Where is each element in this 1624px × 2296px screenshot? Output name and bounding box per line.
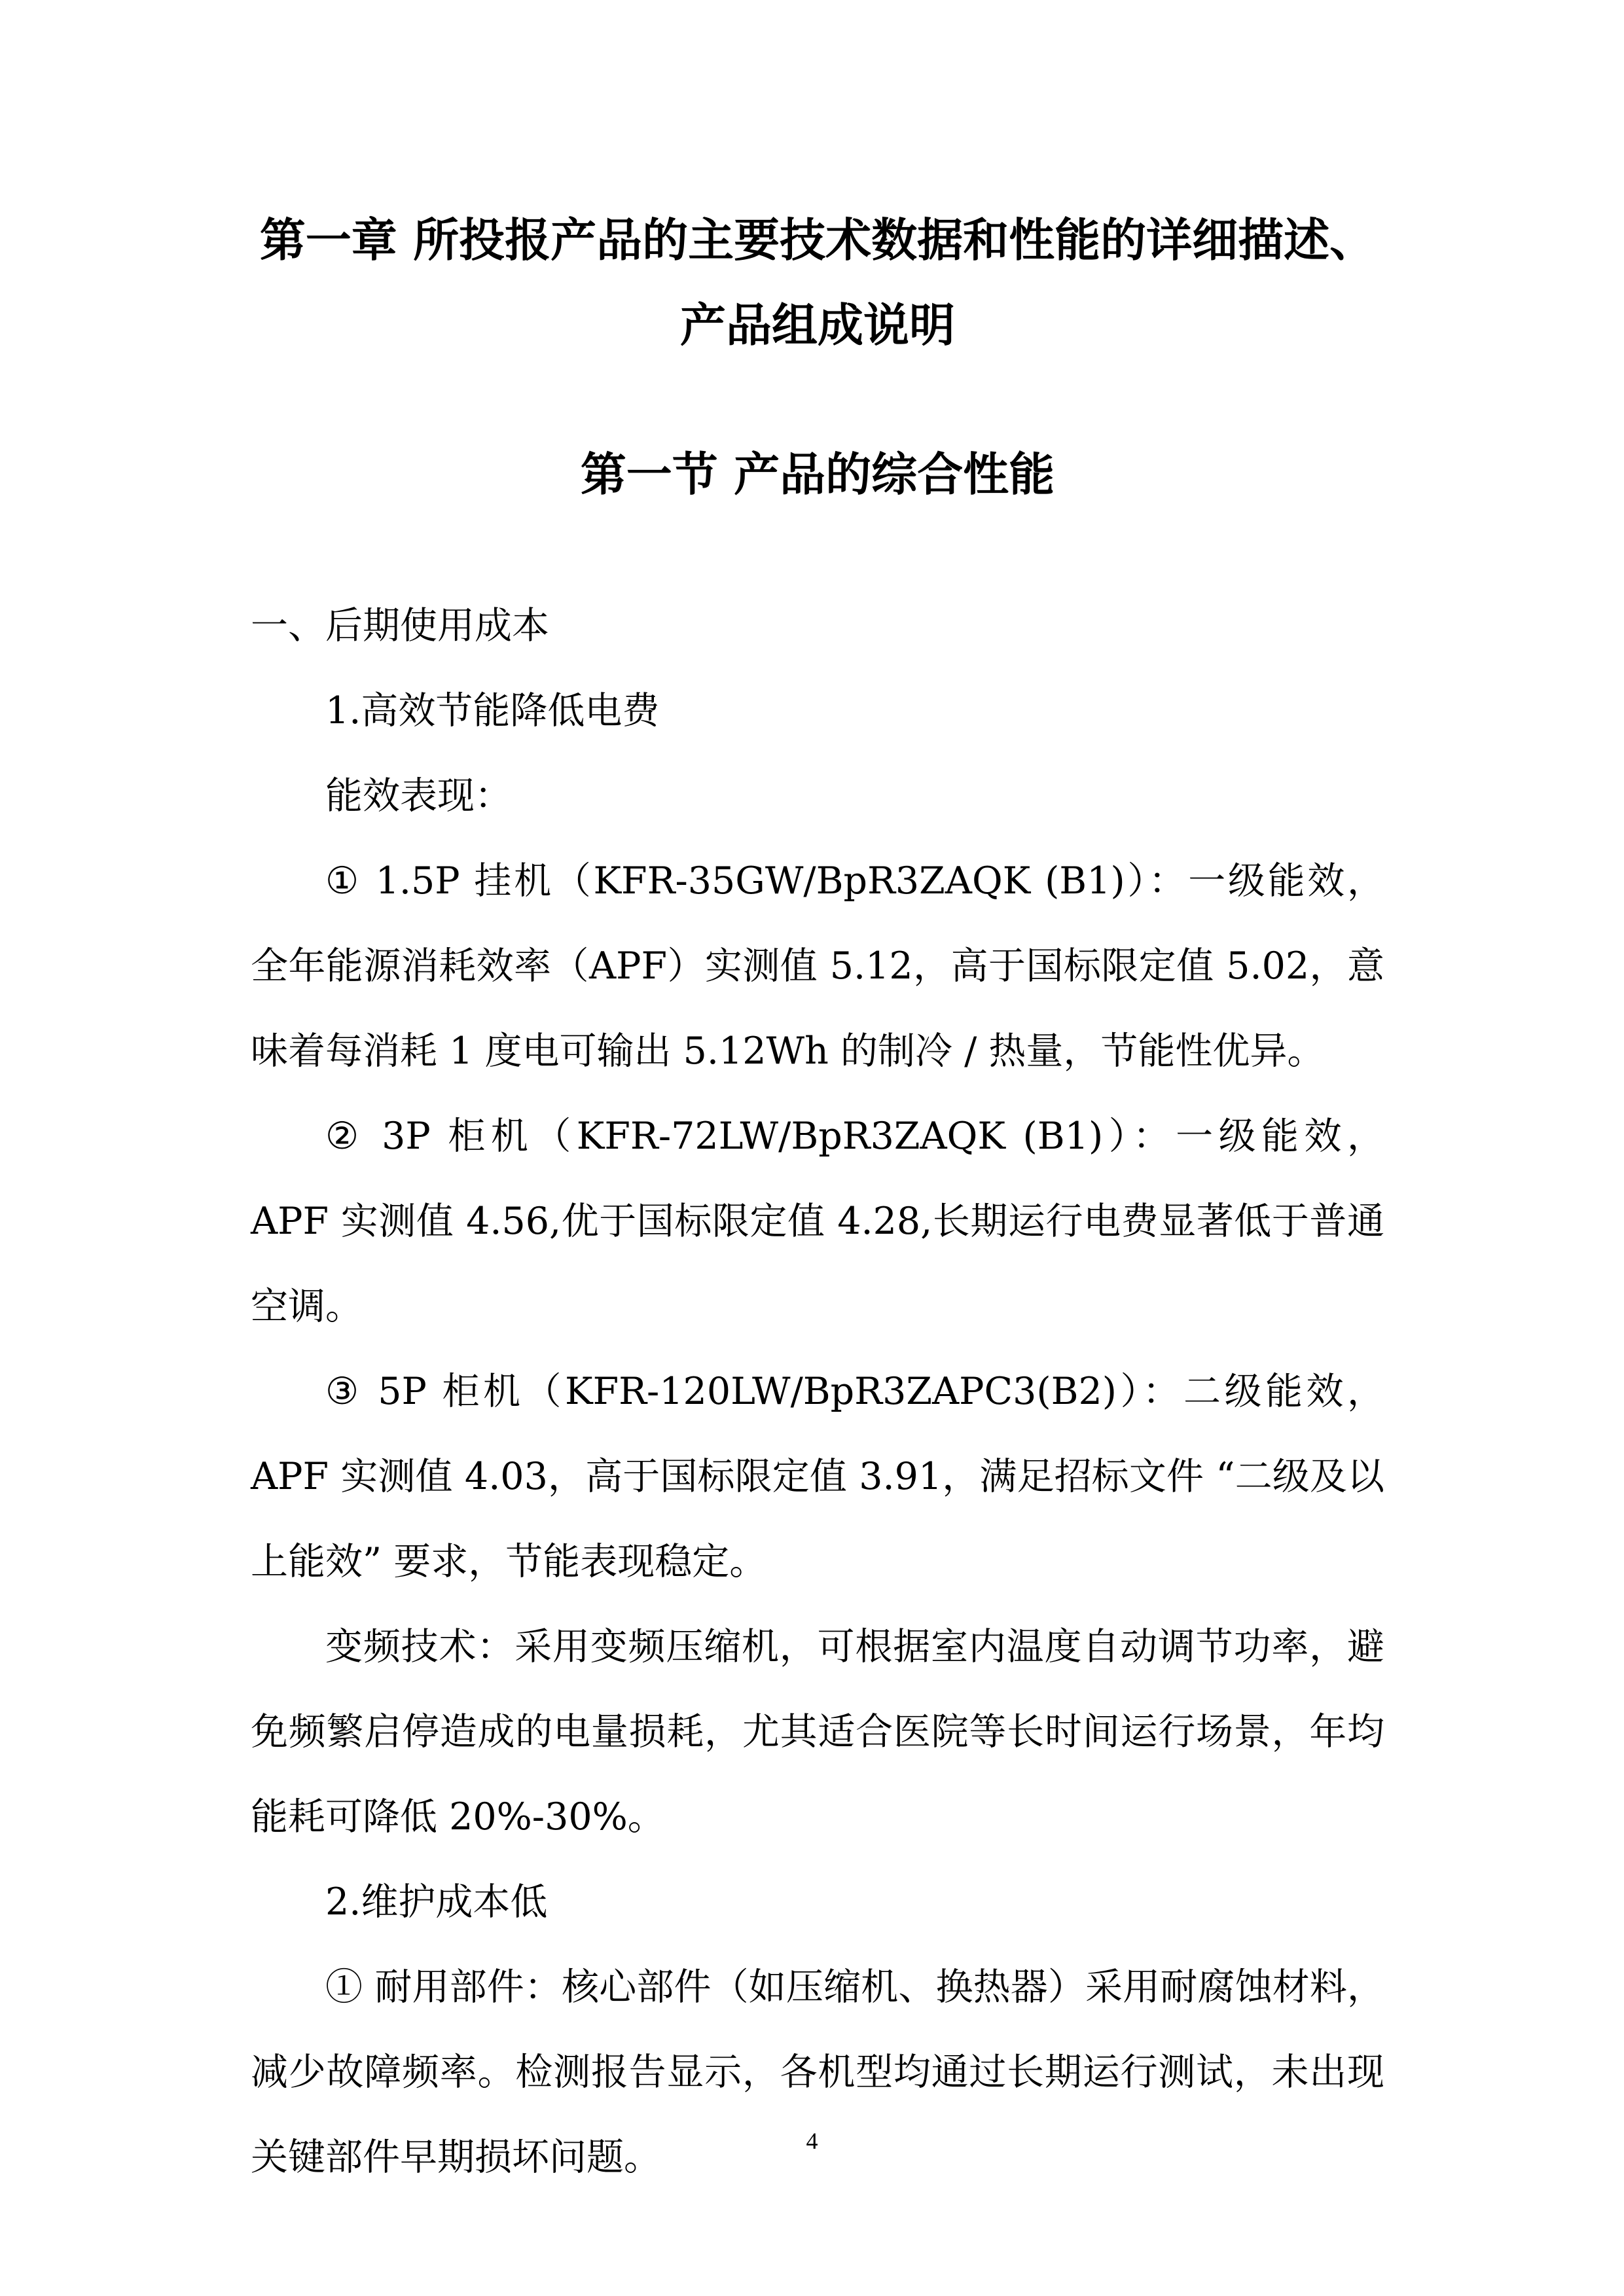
section-title: 第一节 产品的综合性能 [580, 447, 1055, 501]
paragraph-item-3: ③ 5P 柜机（KFR-120LW/BpR3ZAPC3(B2)）：二级能效，APF 实测值 4.03，高于国标限定值 3.91，满足招标文件 “二级及以上能效” 要求，节能表现稳定。 [251, 1370, 1384, 1583]
page-number: 4 [806, 2128, 818, 2154]
paragraph-durable-parts: ① 耐用部件：核心部件（如压缩机、换热器）采用耐腐蚀材料，减少故障频率。检测报告显示，各机型均通过长期运行测试，未出现关键部件早期损坏问题。 [251, 1965, 1384, 2179]
paragraph-inverter-tech: 变频技术：采用变频压缩机，可根据室内温度自动调节功率，避免频繁启停造成的电量损耗，尤其适合医院等长时间运行场景，年均能耗可降低 20%-30%。 [251, 1625, 1384, 1839]
label-energy-performance: 能效表现： [325, 774, 512, 817]
chapter-title: 第一章 所投报产品的主要技术数据和性能的详细描述、产品组成说明 [259, 213, 1376, 352]
subheading-maintenance-cost: 2.维护成本低 [325, 1880, 548, 1924]
paragraph-item-2: ② 3P 柜机（KFR-72LW/BpR3ZAQK (B1)）：一级能效，APF 实测值 4.56,优于国标限定值 4.28,长期运行电费显著低于普通空调。 [251, 1115, 1384, 1328]
subheading-energy-saving: 1.高效节能降低电费 [325, 689, 660, 732]
body-text [251, 583, 1384, 2200]
heading-later-use-cost: 一、后期使用成本 [251, 604, 549, 647]
paragraph-item-1: ① 1.5P 挂机（KFR-35GW/BpR3ZAQK (B1)）：一级能效，全年能源消耗效率（APF）实测值 5.12，高于国标限定值 5.02，意味着每消耗 1 度电可输出 5.12Wh 的制冷 / 热量，节能性优异。 [251, 859, 1384, 1073]
